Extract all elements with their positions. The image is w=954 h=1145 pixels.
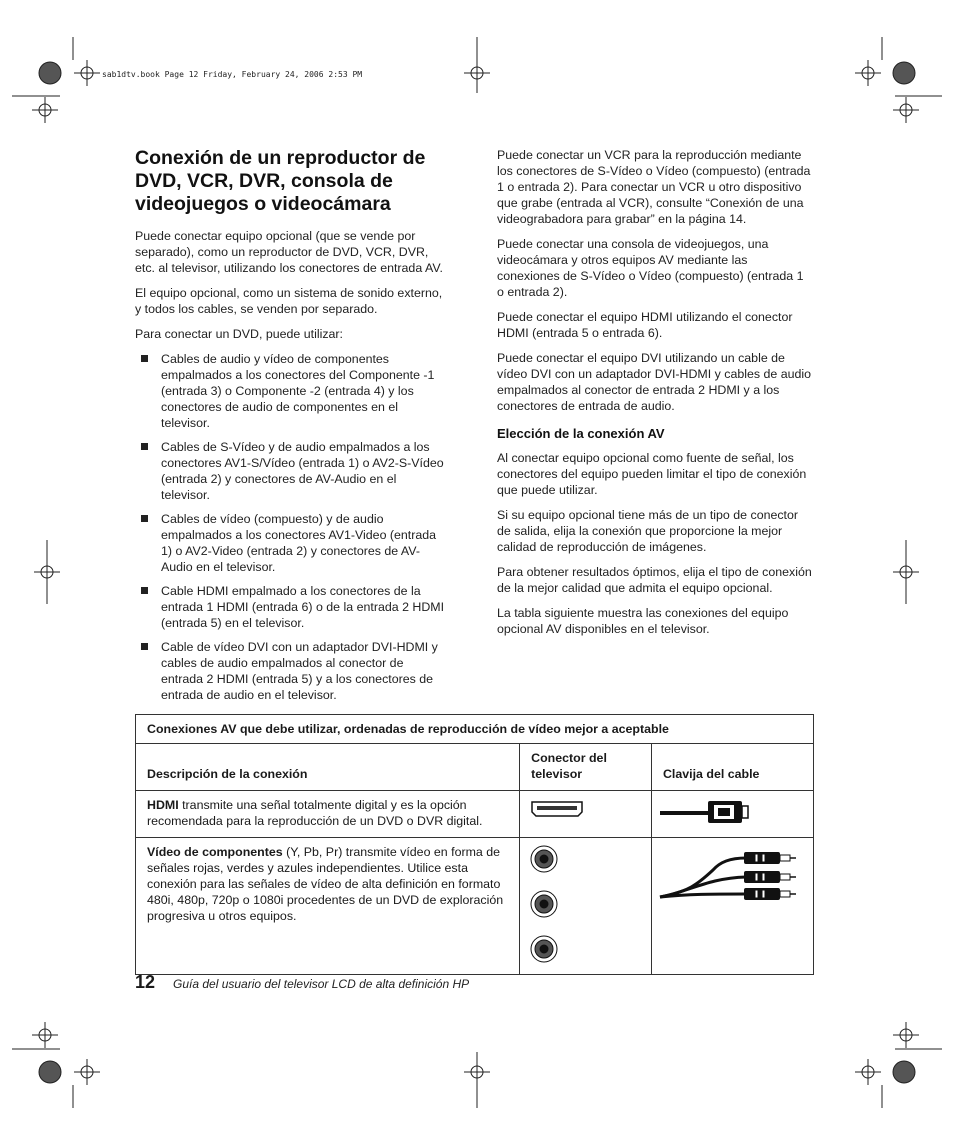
list-item: Cables de audio y vídeo de componentes empalmados a los conectores del Componente -1 (entrada 3) o Componente -2 (entrada 4) y los conectores de audio de componentes en el televisor. (135, 351, 447, 431)
table-row (136, 838, 814, 975)
connection-description (136, 838, 520, 975)
paragraph: Para conectar un DVD, puede utilizar: (135, 327, 343, 341)
page-title: Conexión de un reproductor de DVD, VCR, DVR, consola de videojuegos o videocámara (135, 147, 426, 215)
bullet-square-icon (141, 443, 148, 450)
paragraph: Puede conectar el equipo DVI utilizando un cable de vídeo DVI con un adaptador DVI-HDMI y cables de audio empalmados al conector de entrada 2 HDMI y a los conectores de entrada de audio. (497, 351, 812, 413)
dvd-options-list (135, 351, 447, 703)
table-row (136, 791, 814, 838)
paragraph: El equipo opcional, como un sistema de sonido externo, y todos los cables, se venden por separado. (135, 286, 443, 316)
list-item: Cable HDMI empalmado a los conectores de la entrada 1 HDMI (entrada 6) o de la entrada 2 HDMI (entrada 5) en el televisor. (135, 583, 447, 631)
av-connections-table (135, 714, 814, 975)
right-column (497, 147, 813, 646)
paragraph: Puede conectar el equipo HDMI utilizando el conector HDMI (entrada 5 o entrada 6). (497, 310, 793, 340)
list-item: Cable de vídeo DVI con un adaptador DVI-HDMI y cables de audio empalmados al conector de entrada 2 HDMI (entrada 5) y a los conectores de entrada de audio en el televisor. (135, 639, 447, 703)
cable-plug-cell (651, 791, 813, 838)
bullet-square-icon (141, 515, 148, 522)
tv-connector-cell (520, 791, 652, 838)
connection-description (136, 791, 520, 838)
list-item: Cables de vídeo (compuesto) y de audio empalmados a los conectores AV1-Video (entrada 1) o AV2-Video (entrada 2) y conectores de AV-Audio en el televisor. (135, 511, 447, 575)
section-subheading: Elección de la conexión AV (497, 426, 665, 441)
connection-term: HDMI (147, 798, 179, 812)
bullet-square-icon (141, 355, 148, 362)
component-cable-plugs-icon (658, 842, 806, 902)
connection-term: Vídeo de componentes (147, 845, 283, 859)
paragraph: Si su equipo opcional tiene más de un tipo de conector de salida, elija la conexión que proporcione la mejor calidad de reproducción de imágenes. (497, 508, 799, 554)
paragraph: Puede conectar un VCR para la reproducción mediante los conectores de S-Vídeo o Vídeo (compuesto) (entrada 1 o entrada 2). Para conectar un VCR u otro dispositivo que grabe (entrada al VCR), consulte “Conexión de una videograbadora para grabar” en la página 14. (497, 148, 811, 226)
table-caption: Conexiones AV que debe utilizar, ordenadas de reproducción de vídeo mejor a aceptable (136, 715, 814, 744)
paragraph: Puede conectar una consola de videojuegos, una videocámara y otros equipos AV mediante las conexiones de S-Vídeo o Vídeo (compuesto) (entrada 1 o entrada 2). (497, 237, 804, 299)
footer-title: Guía del usuario del televisor LCD de alta definición HP (173, 977, 470, 991)
bullet-square-icon (141, 587, 148, 594)
left-column (135, 147, 447, 711)
connection-text: (Y, Pb, Pr) transmite vídeo en forma de señales rojas, verdes y azules independientes. Utilice esta conexión para las señales de vídeo de alta definición en formato 480i, 480p, 720p o 1080i procedentes de un DVD de exploración progresiva u otros equipos. (147, 845, 504, 923)
paragraph: Para obtener resultados óptimos, elija el tipo de conexión de la mejor calidad que admita el equipo opcional. (497, 565, 812, 595)
hdmi-port-icon (528, 797, 588, 821)
column-header: Clavija del cable (651, 744, 813, 791)
hdmi-cable-plug-icon (658, 797, 753, 825)
cable-plug-cell (651, 838, 813, 975)
paragraph: La tabla siguiente muestra las conexiones del equipo opcional AV disponibles en el televisor. (497, 606, 789, 636)
rca-jacks-icon (528, 842, 568, 966)
bullet-square-icon (141, 643, 148, 650)
file-info-header: sab1dtv.book Page 12 Friday, February 24, 2006 2:53 PM (102, 70, 363, 79)
tv-connector-cell (520, 838, 652, 975)
list-item: Cables de S-Vídeo y de audio empalmados a los conectores AV1-S/Vídeo (entrada 1) o AV2-S-Vídeo (entrada 2) y conectores de AV-Audio en el televisor. (135, 439, 447, 503)
page-number: 12 (135, 972, 156, 992)
paragraph: Puede conectar equipo opcional (que se vende por separado), como un reproductor de DVD, VCR, DVR, etc. al televisor, utilizando los conectores de entrada AV. (135, 229, 443, 275)
column-header: Descripción de la conexión (136, 744, 520, 791)
connection-text: transmite una señal totalmente digital y es la opción recomendada para la reproducción de un DVD o DVR digital. (147, 798, 483, 828)
column-header: Conector del televisor (520, 744, 652, 791)
paragraph: Al conectar equipo opcional como fuente de señal, los conectores del equipo pueden limitar el tipo de conexión que puede utilizar. (497, 451, 807, 497)
